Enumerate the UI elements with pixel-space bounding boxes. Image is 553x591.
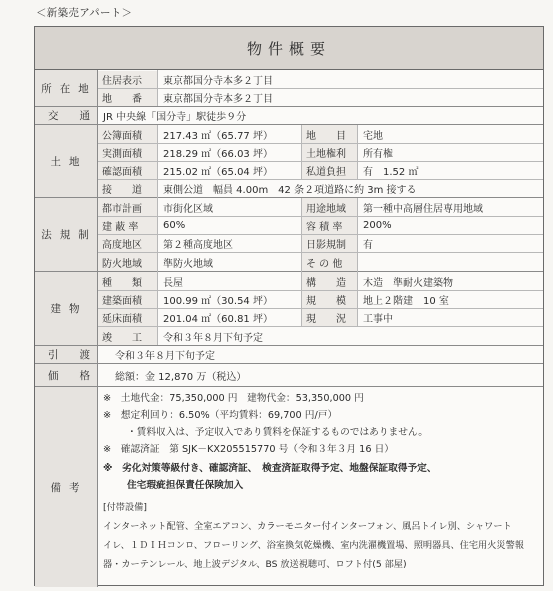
location-address-label: 住居表示	[98, 71, 157, 88]
location-address-value: 東京都国分寺本多２丁目	[163, 76, 273, 87]
remark-note-4: ※ 確認済証 第 SJK－KX205515770 号（令和３年３月 16 日）	[103, 444, 394, 455]
bldg-label-1: 種 類	[98, 272, 157, 290]
table-title: 物件概要	[35, 27, 543, 70]
transport-value: JR 中央線「国分寺」駅徒歩９分	[103, 112, 247, 123]
remark-bold-2: 住宅瑕疵担保責任保険加入	[127, 480, 244, 491]
reg-value-4: 準防火地域	[163, 258, 213, 270]
remark-note-1: ※ 土地代金：75,350,000 円 建物代金：53,350,000 円	[103, 393, 364, 404]
land-value-1: 217.43 ㎡（65.77 坪）	[163, 130, 273, 142]
section-price: 価 格	[35, 364, 97, 386]
reg-label2-3: 日影規制	[302, 235, 357, 252]
remark-note-2: ※ 想定利回り：6.50%（平均賃料：69,700 円/戸）	[103, 410, 338, 421]
location-lot-label: 地 番	[98, 89, 157, 106]
location-lot-value: 東京都国分寺本多２丁目	[163, 94, 273, 105]
reg-value2-3: 有	[363, 240, 373, 251]
remark-note-3: ・賃料収入は、予定収入であり賃料を保証するものではありません。	[127, 427, 428, 438]
reg-label2-2: 容 積 率	[302, 217, 357, 234]
bldg-value-4: 令和３年８月下旬予定	[163, 332, 263, 344]
bldg-label2-2: 規 模	[302, 291, 357, 308]
reg-label-2: 建 蔽 率	[98, 217, 157, 234]
land-value2-3: 有 1.52 ㎡	[363, 167, 419, 178]
land-label-2: 実測面積	[98, 144, 157, 161]
reg-label-4: 防火地域	[98, 253, 157, 271]
bldg-label-2: 建築面積	[98, 291, 157, 308]
bldg-value-2: 100.99 ㎡（30.54 坪）	[163, 296, 273, 307]
land-label2-1: 地 目	[302, 125, 357, 143]
land-value-2: 218.29 ㎡（66.03 坪）	[163, 149, 273, 160]
facilities-line-1: インターネット配管、全室エアコン、カラーモニター付インターフォン、風呂トイレ別、シャワート	[103, 521, 512, 532]
section-delivery: 引 渡	[35, 346, 97, 363]
land-value2-1: 宅地	[363, 130, 383, 142]
bldg-label-4: 竣 工	[98, 327, 157, 345]
delivery-value: 令和３年８月下旬予定	[115, 351, 215, 362]
reg-value2-1: 第一種中高層住居専用地域	[363, 203, 483, 215]
bldg-value2-1: 木造 準耐火建築物	[363, 277, 453, 289]
land-label-1: 公簿面積	[98, 125, 157, 143]
reg-value2-2: 200%	[363, 220, 392, 231]
facilities-line-3: 器・カーテンレール、地上波デジタル、BS 放送視聴可、ロフト付(5 部屋)	[103, 559, 407, 570]
section-location: 所在地	[35, 70, 97, 106]
land-value2-2: 所有権	[363, 149, 393, 160]
bldg-value-3: 201.04 ㎡（60.81 坪）	[163, 314, 273, 325]
section-land: 土地	[35, 125, 97, 197]
property-summary-table	[34, 26, 544, 586]
price-value: 総額：金 12,870 万（税込）	[115, 371, 247, 383]
bldg-label2-1: 構 造	[302, 272, 357, 290]
reg-value-2: 60%	[163, 220, 186, 231]
facilities-heading: [付帯設備]	[103, 502, 147, 513]
land-label2-3: 私道負担	[302, 162, 357, 179]
land-value-3: 215.02 ㎡（65.04 坪）	[163, 167, 273, 178]
bldg-label-3: 延床面積	[98, 309, 157, 326]
land-label-3: 確認面積	[98, 162, 157, 179]
reg-value-1: 市街化区域	[163, 203, 213, 215]
bldg-value-1: 長屋	[163, 277, 183, 289]
reg-label-1: 都市計画	[98, 198, 157, 216]
reg-label2-1: 用途地域	[302, 198, 357, 216]
bldg-value2-3: 工事中	[363, 314, 393, 325]
reg-value-3: 第２種高度地区	[163, 240, 233, 251]
reg-label2-4: そ の 他	[302, 253, 357, 271]
remark-bold-1: ※ 劣化対策等級付き、確認済証、 検査済証取得予定、地盤保証取得予定、	[103, 463, 437, 474]
land-access-label: 接 道	[98, 180, 157, 197]
reg-label-3: 高度地区	[98, 235, 157, 252]
section-regulation: 法規制	[35, 198, 97, 271]
document-header: ＜新築売アパート＞	[36, 7, 133, 19]
bldg-label2-3: 現 況	[302, 309, 357, 326]
facilities-line-2: イレ、１ＤＩＨコンロ、フローリング、浴室換気乾燥機、室内洗濯機置場、照明器具、住宅用火災警報	[103, 540, 524, 551]
section-building: 建物	[35, 272, 97, 345]
land-access-value: 東側公道 幅員 4.00m 42 条２項道路に約 3m 接する	[163, 185, 417, 196]
section-transport: 交 通	[35, 107, 97, 124]
section-remarks: 備考	[35, 387, 97, 587]
bldg-value2-2: 地上２階建 10 室	[363, 296, 449, 307]
land-label2-2: 土地権利	[302, 144, 357, 161]
